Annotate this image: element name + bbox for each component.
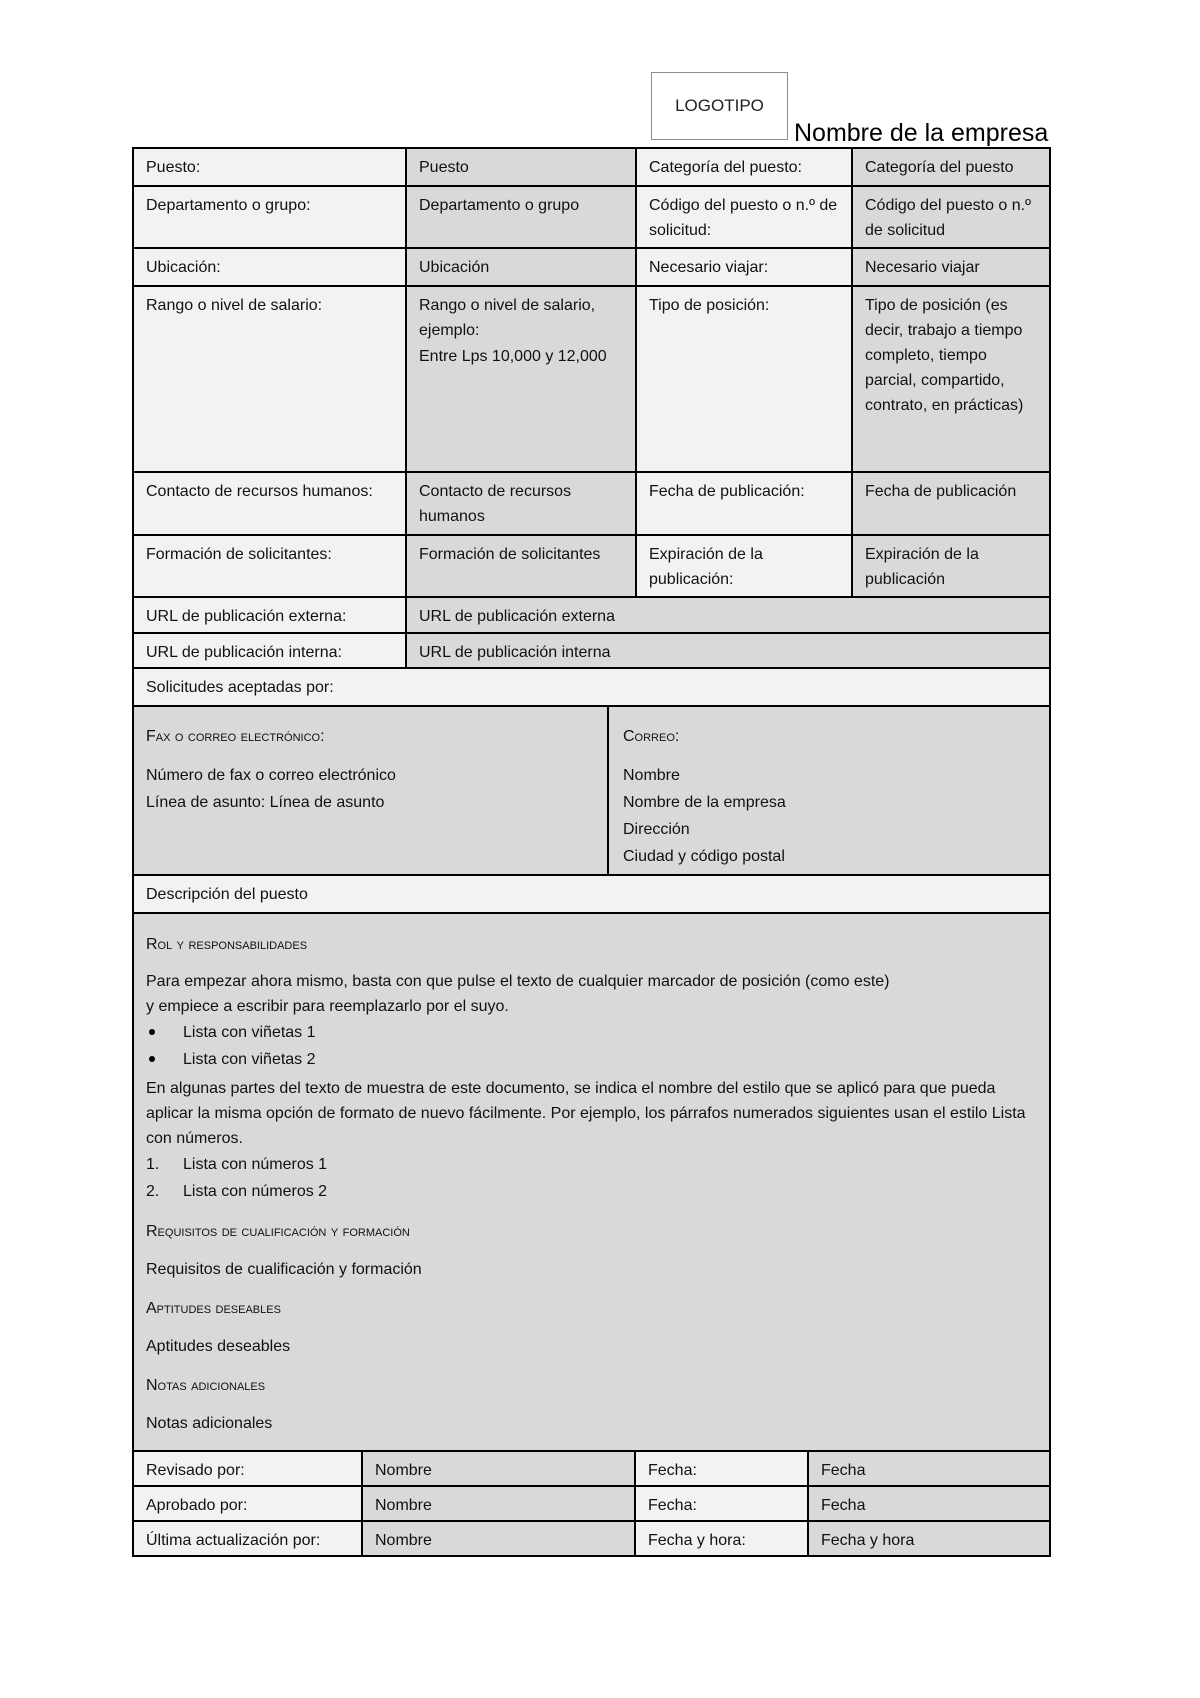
posting-date-label: Fecha de publicación: — [637, 473, 853, 536]
reviewed-date-label: Fecha: — [636, 1452, 809, 1487]
hr-contact-value: Contacto de recursos humanos — [407, 473, 637, 536]
position-type-value: Tipo de posición (es decir, trabajo a tiempo completo, tiempo parcial, compartido, contrato, en prácticas) — [853, 287, 1051, 473]
approved-by-label: Aprobado por: — [134, 1487, 363, 1522]
job-code-label: Código del puesto o n.º de solicitud: — [637, 187, 853, 249]
qualifications-text: Requisitos de cualificación y formación — [146, 1261, 422, 1278]
last-updated-date-value: Fecha y hora — [809, 1522, 1051, 1557]
internal-url-value: URL de publicación interna — [407, 634, 1051, 669]
row-department — [134, 187, 1051, 249]
list-item — [146, 1019, 1037, 1046]
skills-heading: Aptitudes deseables — [146, 1300, 281, 1317]
last-updated-date-label: Fecha y hora: — [636, 1522, 809, 1557]
travel-label: Necesario viajar: — [637, 249, 853, 287]
qualifications-heading: Requisitos de cualificación y formación — [146, 1223, 410, 1240]
reviewed-date-value: Fecha — [809, 1452, 1051, 1487]
description-title: Descripción del puesto — [134, 876, 1051, 914]
row-location — [134, 249, 1051, 287]
mail-city-postal-code: Ciudad y código postal — [623, 848, 785, 865]
company-name: Nombre de la empresa — [794, 119, 1049, 147]
row-external-url — [134, 598, 1051, 634]
applicant-training-value: Formación de solicitantes — [407, 536, 637, 598]
row-salary — [134, 287, 1051, 473]
bullet-text: Lista con viñetas 2 — [183, 1051, 316, 1068]
row-approved-by — [134, 1487, 1051, 1522]
skills-text: Aptitudes deseables — [146, 1338, 291, 1355]
numbered-item — [146, 1178, 1037, 1205]
expiration-value: Expiración de la publicación — [853, 536, 1051, 598]
external-url-value: URL de publicación externa — [407, 598, 1051, 634]
row-applications-title — [134, 669, 1051, 707]
logo-text: LOGOTIPO — [675, 96, 764, 115]
mail-recipient-name: Nombre — [623, 767, 680, 784]
logo-placeholder — [651, 72, 788, 140]
list-item — [146, 1046, 1037, 1073]
position-label: Puesto: — [134, 149, 407, 187]
salary-example: Entre Lps 10,000 y 12,000 — [419, 348, 607, 365]
applicant-training-label: Formación de solicitantes: — [134, 536, 407, 598]
notes-heading: Notas adicionales — [146, 1377, 266, 1394]
external-url-label: URL de publicación externa: — [134, 598, 407, 634]
travel-value: Necesario viajar — [853, 249, 1051, 287]
row-description-body — [134, 914, 1051, 1452]
notes-text: Notas adicionales — [146, 1415, 273, 1432]
approved-by-name: Nombre — [363, 1487, 636, 1522]
fax-email-heading: Fax o correo electrónico: — [146, 728, 325, 745]
numbered-text: Lista con números 1 — [183, 1156, 328, 1173]
expiration-label: Expiración de la publicación: — [637, 536, 853, 598]
mail-company-name: Nombre de la empresa — [623, 794, 786, 811]
hr-contact-label: Contacto de recursos humanos: — [134, 473, 407, 536]
row-position — [134, 149, 1051, 187]
reviewed-by-name: Nombre — [363, 1452, 636, 1487]
description-body — [134, 914, 1051, 1452]
row-last-updated-by — [134, 1522, 1051, 1557]
mail-heading: Correo: — [623, 728, 680, 745]
row-hr-contact — [134, 473, 1051, 536]
category-label: Categoría del puesto: — [637, 149, 853, 187]
department-label: Departamento o grupo: — [134, 187, 407, 249]
approved-date-value: Fecha — [809, 1487, 1051, 1522]
list-number: 1. — [146, 1156, 160, 1173]
bullet-icon — [146, 1046, 183, 1073]
row-description-title — [134, 876, 1051, 914]
salary-value: Rango o nivel de salario, ejemplo: — [419, 297, 596, 339]
fax-email-section — [134, 707, 609, 876]
approved-date-label: Fecha: — [636, 1487, 809, 1522]
job-description-table — [132, 147, 1051, 1557]
role-intro-paragraph: Para empezar ahora mismo, basta con que pulse el texto de cualquier marcador de posición (como este) y empiece a escribir para reemplazarlo por el suyo. — [146, 973, 890, 1015]
mail-address: Dirección — [623, 821, 690, 838]
numbered-text: Lista con números 2 — [183, 1183, 328, 1200]
row-applicant-training — [134, 536, 1051, 598]
mail-section — [609, 707, 1051, 876]
reviewed-by-label: Revisado por: — [134, 1452, 363, 1487]
numbered-item — [146, 1151, 1037, 1178]
posting-date-value: Fecha de publicación — [853, 473, 1051, 536]
location-label: Ubicación: — [134, 249, 407, 287]
subject-line: Línea de asunto: Línea de asunto — [146, 794, 385, 811]
fax-email-value: Número de fax o correo electrónico — [146, 767, 396, 784]
row-internal-url — [134, 634, 1051, 669]
last-updated-by-name: Nombre — [363, 1522, 636, 1557]
position-type-label: Tipo de posición: — [637, 287, 853, 473]
department-value: Departamento o grupo — [407, 187, 637, 249]
list-number: 2. — [146, 1183, 160, 1200]
style-note-paragraph: En algunas partes del texto de muestra de este documento, se indica el nombre del estilo que se aplicó para que pueda aplicar la misma opción de formato de nuevo fácilmente. Por ejemplo, los párrafos numerados siguientes usan el estilo Lista con números. — [146, 1080, 1026, 1147]
location-value: Ubicación — [407, 249, 637, 287]
salary-cell — [407, 287, 637, 473]
category-value: Categoría del puesto — [853, 149, 1051, 187]
bullet-icon — [146, 1019, 183, 1046]
role-heading: Rol y responsabilidades — [146, 936, 308, 953]
internal-url-label: URL de publicación interna: — [134, 634, 407, 669]
bullet-text: Lista con viñetas 1 — [183, 1024, 316, 1041]
last-updated-by-label: Última actualización por: — [134, 1522, 363, 1557]
row-reviewed-by — [134, 1452, 1051, 1487]
row-application-methods — [134, 707, 1051, 876]
applications-title: Solicitudes aceptadas por: — [134, 669, 1051, 707]
salary-label: Rango o nivel de salario: — [134, 287, 407, 473]
job-code-value: Código del puesto o n.º de solicitud — [853, 187, 1051, 249]
position-value: Puesto — [407, 149, 637, 187]
